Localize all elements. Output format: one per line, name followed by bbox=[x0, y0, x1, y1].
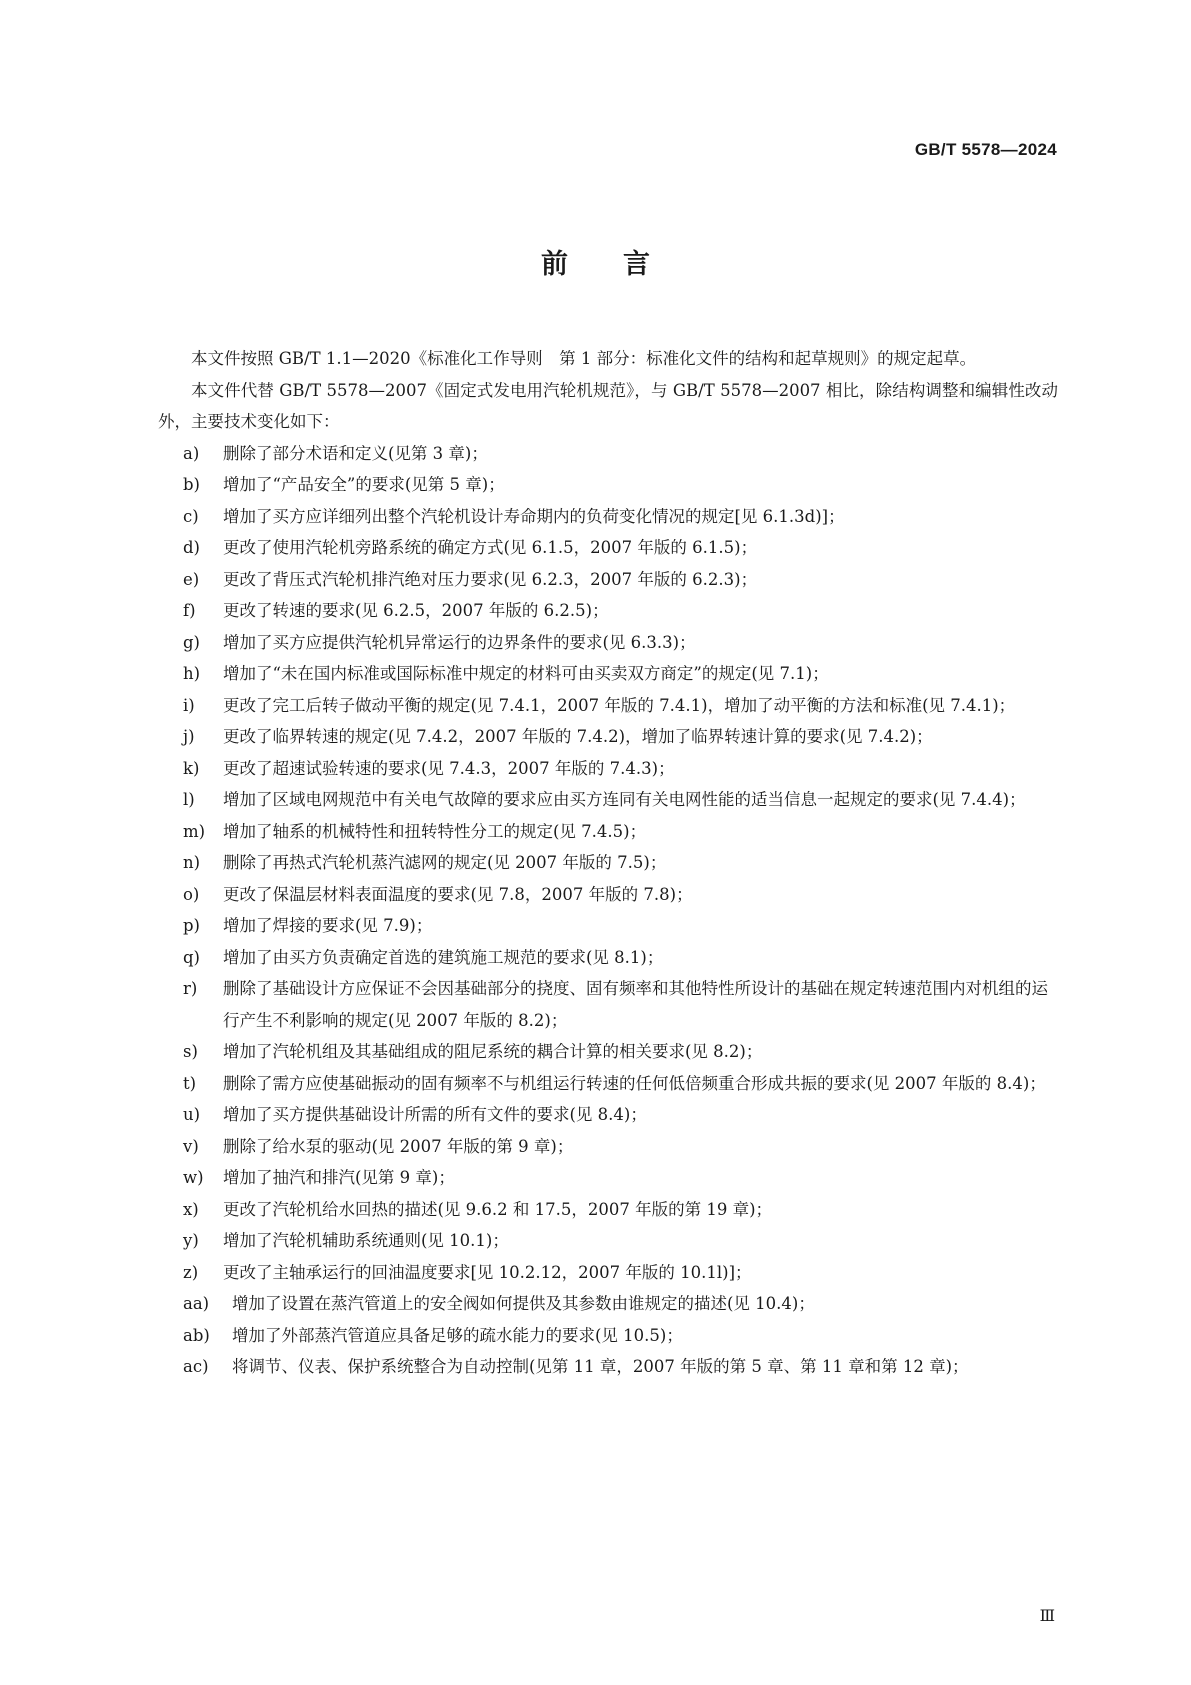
page-title: 前言 bbox=[541, 249, 705, 280]
paragraph-drafting-basis: 本文件按照 GB/T 1.1—2020《标准化工作导则 第 1 部分：标准化文件的结构和起草规则》的规定起草。 bbox=[191, 349, 977, 368]
list-item-label: n) bbox=[183, 853, 201, 872]
list-item bbox=[158, 1162, 1058, 1194]
list-item-text: 增加了“未在国内标准或国际标准中规定的材料可由买卖双方商定”的规定(见 7.1)； bbox=[223, 664, 829, 683]
list-item-label: q) bbox=[183, 947, 200, 967]
list-item-label: w) bbox=[183, 1168, 204, 1187]
list-item-text: 增加了买方提供基础设计所需的所有文件的要求(见 8.4)； bbox=[223, 1105, 647, 1124]
list-item bbox=[158, 1225, 1058, 1257]
list-item-text: 删除了部分术语和定义(见第 3 章)； bbox=[223, 443, 488, 463]
list-item-label: k) bbox=[183, 758, 200, 778]
list-item-text: 增加了抽汽和排汽(见第 9 章)； bbox=[223, 1168, 455, 1187]
list-item bbox=[158, 1257, 1058, 1289]
list-item-label: x) bbox=[183, 1199, 199, 1219]
list-item-text: 增加了焊接的要求(见 7.9)； bbox=[223, 916, 433, 935]
list-item-text: 增加了由买方负责确定首选的建筑施工规范的要求(见 8.1)； bbox=[223, 947, 664, 967]
technical-changes-list bbox=[158, 438, 1058, 1383]
list-item bbox=[158, 1036, 1058, 1068]
list-item-label: j) bbox=[183, 727, 195, 746]
list-item-label: u) bbox=[183, 1105, 201, 1124]
list-item bbox=[158, 438, 1058, 470]
list-item-label: d) bbox=[183, 538, 200, 557]
list-item bbox=[158, 469, 1058, 501]
list-item-label: t) bbox=[183, 1073, 197, 1093]
list-item-label: o) bbox=[183, 884, 200, 904]
list-item bbox=[158, 942, 1058, 974]
list-item-label: ab) bbox=[183, 1325, 210, 1345]
list-item bbox=[158, 721, 1058, 753]
list-item bbox=[158, 816, 1058, 848]
list-item-text: 增加了设置在蒸汽管道上的安全阀如何提供及其参数由谁规定的描述(见 10.4)； bbox=[232, 1294, 815, 1313]
list-item bbox=[158, 847, 1058, 879]
list-item bbox=[158, 910, 1058, 942]
list-item-text: 增加了区域电网规范中有关电气故障的要求应由买方连同有关电网性能的适当信息一起规定的要求(见 7.4.4)； bbox=[223, 790, 1026, 809]
list-item-label: aa) bbox=[183, 1294, 210, 1313]
list-item bbox=[158, 532, 1058, 564]
list-item-label: r) bbox=[183, 979, 198, 998]
list-item bbox=[158, 973, 1058, 1036]
list-item-text: 更改了临界转速的规定(见 7.4.2，2007 年版的 7.4.2)，增加了临界转速计算的要求(见 7.4.2)； bbox=[223, 727, 933, 746]
list-item-label: i) bbox=[183, 695, 195, 715]
list-item bbox=[158, 627, 1058, 659]
list-item bbox=[158, 564, 1058, 596]
document-body bbox=[158, 343, 1058, 1383]
list-item-text: 更改了保温层材料表面温度的要求(见 7.8，2007 年版的 7.8)； bbox=[223, 884, 693, 904]
list-item-text: 增加了汽轮机辅助系统通则(见 10.1)； bbox=[223, 1231, 509, 1250]
list-item-text: 删除了需方应使基础振动的固有频率不与机组运行转速的任何低倍频重合形成共振的要求(见 2007 年版的 8.4)； bbox=[223, 1073, 1046, 1093]
list-item bbox=[158, 784, 1058, 816]
list-item-text: 增加了汽轮机组及其基础组成的阻尼系统的耦合计算的相关要求(见 8.2)； bbox=[223, 1042, 763, 1061]
list-item-label: c) bbox=[183, 506, 199, 526]
list-item-text: 更改了完工后转子做动平衡的规定(见 7.4.1，2007 年版的 7.4.1)，增加了动平衡的方法和标准(见 7.4.1)； bbox=[223, 695, 1016, 715]
list-item-label: l) bbox=[183, 790, 195, 809]
list-item-label: b) bbox=[183, 475, 200, 494]
list-item-label: ac) bbox=[183, 1357, 209, 1376]
list-item bbox=[158, 753, 1058, 785]
list-item bbox=[158, 1288, 1058, 1320]
page-number: Ⅲ bbox=[1039, 1606, 1055, 1625]
list-item-text: 删除了给水泵的驱动(见 2007 年版的第 9 章)； bbox=[223, 1136, 574, 1156]
list-item-text: 更改了超速试验转速的要求(见 7.4.3，2007 年版的 7.4.3)； bbox=[223, 758, 675, 778]
list-item-label: s) bbox=[183, 1042, 198, 1061]
list-item-text: 删除了再热式汽轮机蒸汽滤网的规定(见 2007 年版的 7.5)； bbox=[223, 853, 667, 872]
list-item-text: 更改了汽轮机给水回热的描述(见 9.6.2 和 17.5，2007 年版的第 19 章)； bbox=[223, 1199, 773, 1219]
list-item-label: a) bbox=[183, 443, 200, 463]
list-item bbox=[158, 1194, 1058, 1226]
list-item-label: g) bbox=[183, 632, 200, 652]
list-item-label: v) bbox=[183, 1136, 199, 1156]
list-item bbox=[158, 879, 1058, 911]
list-item bbox=[158, 1320, 1058, 1352]
list-item-label: p) bbox=[183, 916, 200, 935]
list-item-label: z) bbox=[183, 1262, 199, 1282]
list-item-text: 将调节、仪表、保护系统整合为自动控制(见第 11 章，2007 年版的第 5 章、第 11 章和第 12 章)； bbox=[232, 1357, 969, 1376]
list-item-text: 删除了基础设计方应保证不会因基础部分的挠度、固有频率和其他特性所设计的基础在规定转速范围内对机组的运行产生不利影响的规定(见 2007 年版的 8.2)； bbox=[223, 979, 1048, 1030]
list-item bbox=[158, 595, 1058, 627]
list-item-text: 增加了轴系的机械特性和扭转特性分工的规定(见 7.4.5)； bbox=[223, 821, 647, 841]
list-item-label: h) bbox=[183, 664, 201, 683]
list-item-text: 更改了转速的要求(见 6.2.5，2007 年版的 6.2.5)； bbox=[223, 601, 609, 620]
standard-number: GB/T 5578—2024 bbox=[914, 140, 1057, 159]
list-item-label: f) bbox=[183, 601, 196, 620]
list-item bbox=[158, 1351, 1058, 1383]
list-item-text: 更改了背压式汽轮机排汽绝对压力要求(见 6.2.3，2007 年版的 6.2.3)； bbox=[223, 569, 758, 589]
list-item bbox=[158, 658, 1058, 690]
list-item bbox=[158, 1099, 1058, 1131]
list-item-text: 更改了使用汽轮机旁路系统的确定方式(见 6.1.5，2007 年版的 6.1.5)； bbox=[223, 538, 758, 557]
list-item bbox=[158, 690, 1058, 722]
list-item bbox=[158, 1068, 1058, 1100]
list-item bbox=[158, 1131, 1058, 1163]
list-item-text: 增加了外部蒸汽管道应具备足够的疏水能力的要求(见 10.5)； bbox=[232, 1325, 683, 1345]
list-item-text: 增加了“产品安全”的要求(见第 5 章)； bbox=[223, 475, 505, 494]
list-item bbox=[158, 501, 1058, 533]
list-item-text: 增加了买方应详细列出整个汽轮机设计寿命期内的负荷变化情况的规定[见 6.1.3d)]； bbox=[223, 506, 845, 526]
list-item-text: 增加了买方应提供汽轮机异常运行的边界条件的要求(见 6.3.3)； bbox=[223, 632, 696, 652]
list-item-label: y) bbox=[183, 1231, 199, 1250]
list-item-label: m) bbox=[183, 821, 206, 841]
list-item-text: 更改了主轴承运行的回油温度要求[见 10.2.12，2007 年版的 10.1l)]； bbox=[223, 1262, 752, 1282]
list-item-label: e) bbox=[183, 569, 200, 589]
paragraph-replacement-note: 本文件代替 GB/T 5578—2007《固定式发电用汽轮机规范》，与 GB/T 5578—2007 相比，除结构调整和编辑性改动外，主要技术变化如下： bbox=[158, 380, 1058, 431]
